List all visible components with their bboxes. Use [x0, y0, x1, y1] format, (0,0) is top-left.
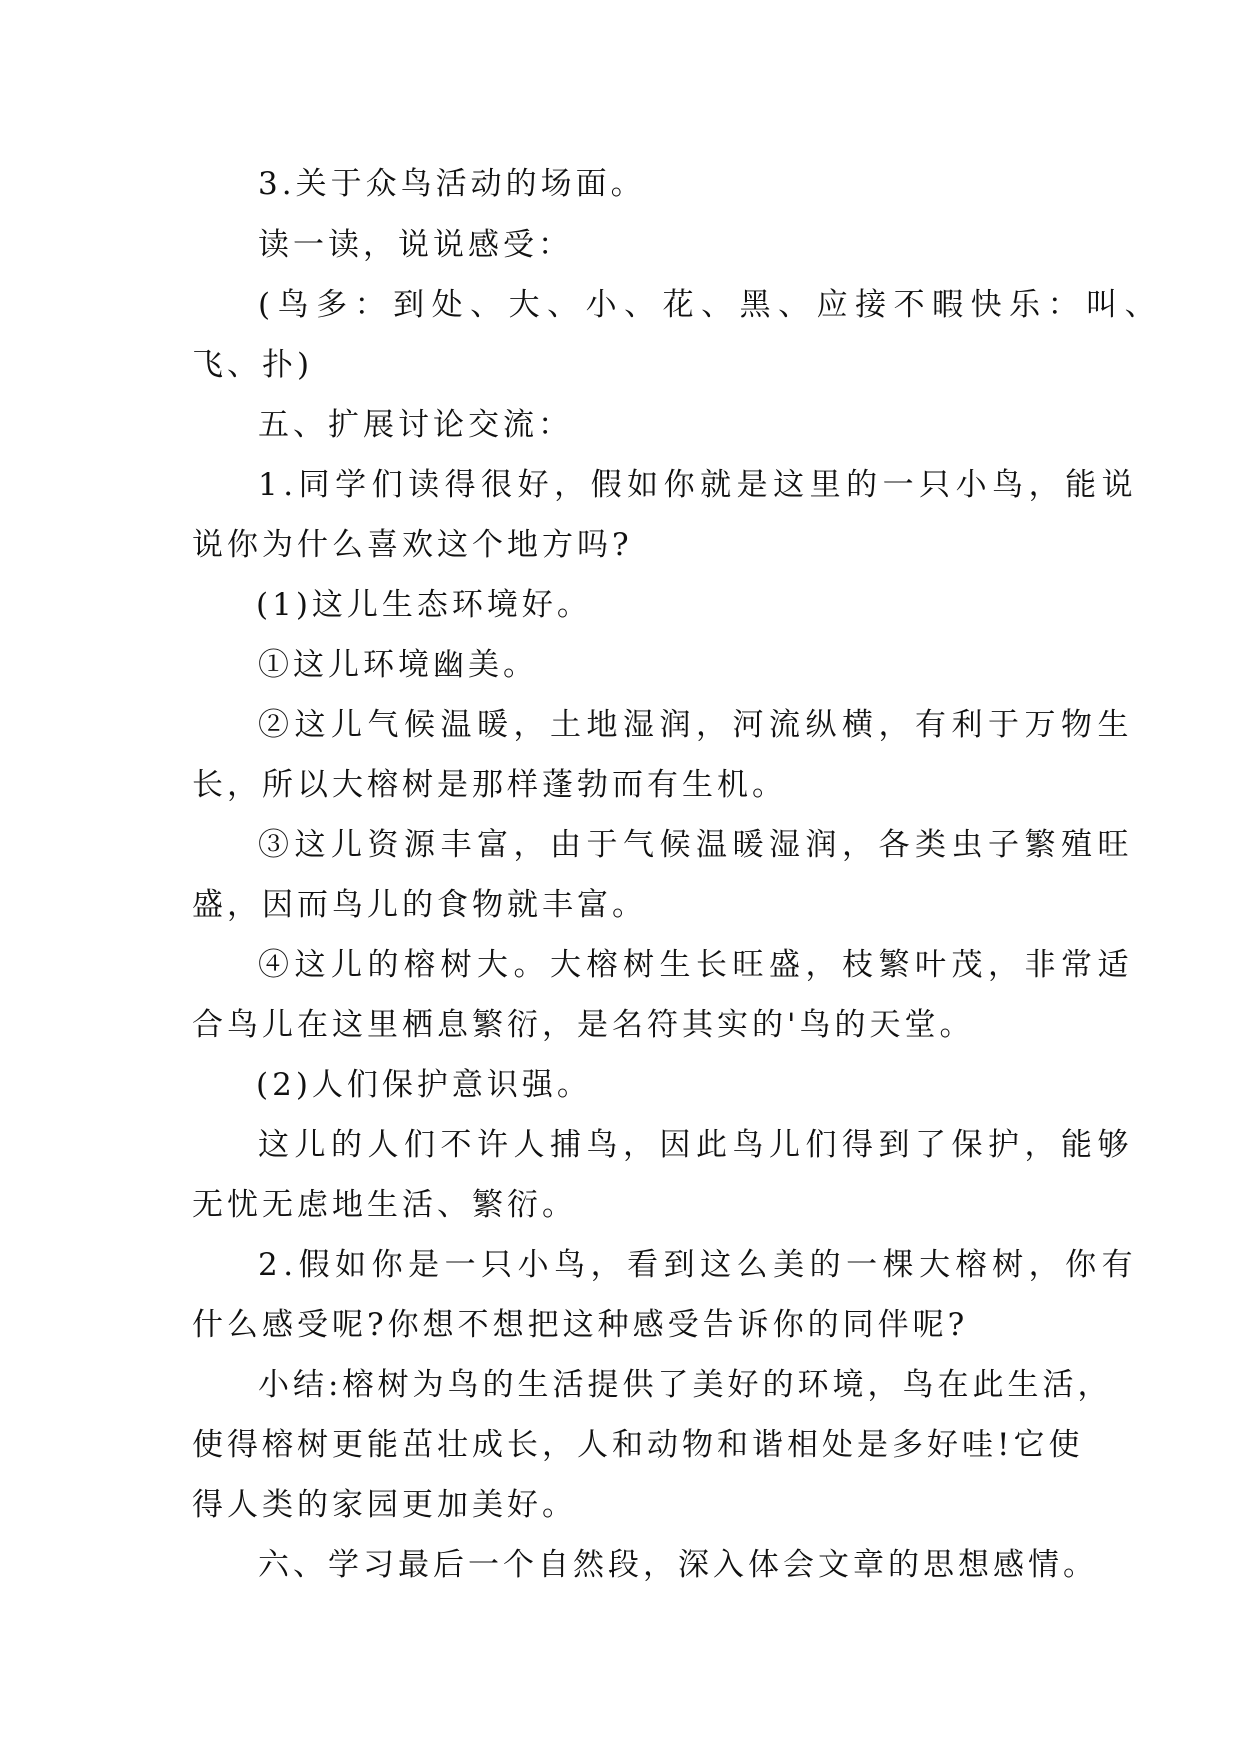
paragraph-line: ④这儿的榕树大。大榕树生长旺盛，枝繁叶茂，非常适	[258, 947, 1134, 983]
paragraph-line: 1.同学们读得很好，假如你就是这里的一只小鸟，能说	[258, 467, 1139, 503]
paragraph-line: 合鸟儿在这里栖息繁衍，是名符其实的'鸟的天堂。	[192, 1007, 975, 1043]
paragraph-line: 小结:榕树为鸟的生活提供了美好的环境，鸟在此生活，	[258, 1367, 1113, 1403]
paragraph-line: 长，所以大榕树是那样蓬勃而有生机。	[192, 767, 787, 803]
paragraph-line: 无忧无虑地生活、繁衍。	[192, 1187, 577, 1223]
paragraph-line: (1)这儿生态环境好。	[256, 587, 592, 623]
paragraph-line: 这儿的人们不许人捕鸟，因此鸟儿们得到了保护，能够	[258, 1127, 1134, 1163]
section-heading: 六、学习最后一个自然段，深入体会文章的思想感情。	[258, 1547, 1098, 1583]
paragraph-line: 读一读，说说感受：	[258, 227, 573, 263]
paragraph-line: 得人类的家园更加美好。	[192, 1487, 577, 1523]
section-heading: 五、扩展讨论交流：	[258, 407, 573, 443]
paragraph-line: 什么感受呢?你想不想把这种感受告诉你的同伴呢?	[192, 1307, 969, 1343]
paragraph-line: ①这儿环境幽美。	[258, 647, 538, 683]
paragraph-line: 盛，因而鸟儿的食物就丰富。	[192, 887, 647, 923]
paragraph-line: 3.关于众鸟活动的场面。	[258, 166, 646, 202]
paragraph-line: 2.假如你是一只小鸟，看到这么美的一棵大榕树，你有	[258, 1247, 1139, 1283]
paragraph-line: 使得榕树更能茁壮成长，人和动物和谐相处是多好哇!它使	[192, 1427, 1084, 1463]
paragraph-line: (2)人们保护意识强。	[256, 1067, 592, 1103]
paragraph-line: ②这儿气候温暖，土地湿润，河流纵横，有利于万物生	[258, 707, 1134, 743]
paragraph-line: (鸟多：到处、大、小、花、黑、应接不暇快乐：叫、	[258, 287, 1164, 323]
paragraph-line: 说你为什么喜欢这个地方吗?	[192, 527, 633, 563]
paragraph-line: ③这儿资源丰富，由于气候温暖湿润，各类虫子繁殖旺	[258, 827, 1134, 863]
paragraph-line: 飞、扑)	[192, 347, 314, 383]
